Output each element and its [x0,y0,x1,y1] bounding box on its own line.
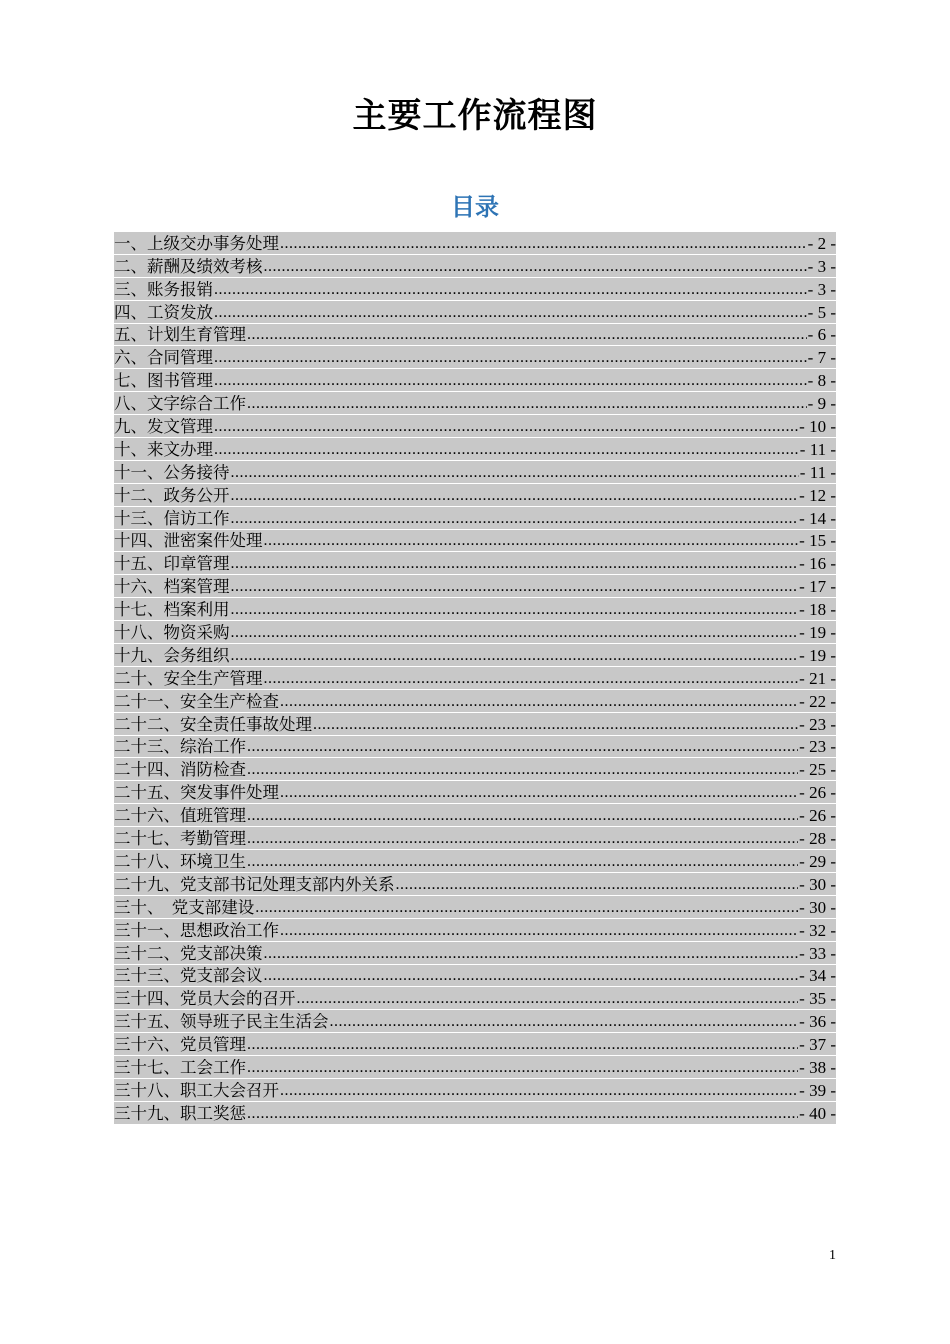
toc-entry-label: 五、计划生育管理 [114,325,246,345]
toc-entry-label: 二十、安全生产管理 [114,668,263,688]
toc-entry[interactable] [114,850,836,873]
toc-entry[interactable] [114,255,836,278]
toc-entry-page: - 38 - [799,1057,836,1077]
toc-leader-dots [231,577,799,597]
toc-leader-dots [214,440,799,460]
toc-entry[interactable] [114,621,836,644]
toc-entry-label: 十六、档案管理 [114,577,230,597]
toc-entry-label: 七、图书管理 [114,371,213,391]
toc-entry-label: 二十七、考勤管理 [114,829,246,849]
toc-leader-dots [264,257,807,277]
toc-leader-dots [214,417,798,437]
toc-entry-label: 三十六、党员管理 [114,1035,246,1055]
toc-entry-page: - 30 - [799,874,836,894]
toc-entry-label: 三十五、领导班子民主生活会 [114,1012,329,1032]
toc-leader-dots [214,303,807,323]
toc-leader-dots [214,371,807,391]
toc-entry-label: 九、发文管理 [114,417,213,437]
toc-entry-page: - 35 - [799,989,836,1009]
toc-leader-dots [313,715,798,735]
toc-leader-dots [247,852,798,872]
toc-entry-page: - 8 - [807,371,836,391]
toc-entry-label: 二十九、党支部书记处理支部内外关系 [114,874,395,894]
toc-entry[interactable] [114,301,836,324]
toc-entry-page: - 34 - [799,966,836,986]
toc-leader-dots [247,737,798,757]
toc-entry-page: - 15 - [799,531,836,551]
toc-leader-dots [280,1081,798,1101]
toc-entry-page: - 19 - [799,623,836,643]
toc-leader-dots [231,554,799,574]
toc-entry-label: 十二、政务公开 [114,485,230,505]
toc-entry-label: 十、来文办理 [114,439,213,459]
toc-entry-label: 三十七、工会工作 [114,1057,246,1077]
toc-entry[interactable] [114,644,836,667]
toc-entry-page: - 39 - [799,1080,836,1100]
toc-leader-dots [255,898,798,918]
toc-entry-label: 二十八、环境卫生 [114,851,246,871]
toc-entry-page: - 25 - [799,760,836,780]
toc-entry-label: 三十九、职工奖惩 [114,1103,246,1123]
toc-entry-page: - 11 - [799,462,836,482]
toc-entry-label: 十九、会务组织 [114,645,230,665]
toc-entry-page: - 3 - [807,279,836,299]
toc-leader-dots [280,692,798,712]
toc-entry-page: - 23 - [799,737,836,757]
toc-entry-page: - 22 - [799,691,836,711]
toc-leader-dots [330,1012,799,1032]
toc-entry-page: - 16 - [799,554,836,574]
toc-entry-label: 三十四、党员大会的召开 [114,989,296,1009]
toc-entry[interactable] [114,324,836,347]
toc-leader-dots [231,509,799,529]
toc-entry[interactable] [114,827,836,850]
toc-leader-dots [231,463,799,483]
toc-entry[interactable] [114,1033,836,1056]
toc-entry-label: 十七、档案利用 [114,600,230,620]
toc-entry[interactable] [114,232,836,255]
toc-leader-dots [280,921,798,941]
toc-entry-label: 三十二、党支部决策 [114,943,263,963]
toc-entry[interactable] [114,392,836,415]
toc-entry-label: 十五、印章管理 [114,554,230,574]
toc-entry[interactable] [114,1102,836,1125]
toc-entry-page: - 17 - [799,577,836,597]
toc-entry-label: 二、薪酬及绩效考核 [114,256,263,276]
toc-entry[interactable] [114,530,836,553]
toc-leader-dots [280,234,807,254]
toc-entry-label: 三十一、思想政治工作 [114,920,279,940]
toc-entry[interactable] [114,713,836,736]
toc-entry-page: - 37 - [799,1035,836,1055]
toc-entry-label: 十四、泄密案件处理 [114,531,263,551]
toc-entry-page: - 23 - [799,714,836,734]
toc-entry[interactable] [114,1079,836,1102]
toc-leader-dots [231,646,799,666]
toc-entry[interactable] [114,987,836,1010]
toc-entry-page: - 10 - [799,417,836,437]
toc-entry-page: - 14 - [799,508,836,528]
toc-leader-dots [231,486,799,506]
toc-entry[interactable] [114,1010,836,1033]
toc-entry[interactable] [114,598,836,621]
table-of-contents [114,232,836,1125]
toc-entry[interactable] [114,873,836,896]
toc-leader-dots [247,806,798,826]
toc-entry-page: - 9 - [807,394,836,414]
document-title: 主要工作流程图 [352,96,598,136]
toc-entry[interactable] [114,1056,836,1079]
toc-entry[interactable] [114,919,836,942]
toc-leader-dots [264,669,799,689]
toc-entry-page: - 21 - [799,668,836,688]
toc-entry[interactable] [114,369,836,392]
toc-leader-dots [264,966,799,986]
toc-entry-page: - 40 - [799,1103,836,1123]
toc-entry[interactable] [114,896,836,919]
toc-entry[interactable] [114,438,836,461]
toc-entry-label: 三、账务报销 [114,279,213,299]
toc-leader-dots [247,1104,798,1124]
toc-entry-label: 一、上级交办事务处理 [114,233,279,253]
toc-entry-label: 二十四、消防检查 [114,760,246,780]
toc-entry[interactable] [114,965,836,988]
toc-entry-page: - 30 - [799,897,836,917]
toc-entry-page: - 28 - [799,829,836,849]
toc-entry-page: - 36 - [799,1012,836,1032]
toc-entry-page: - 33 - [799,943,836,963]
toc-entry-label: 二十三、综治工作 [114,737,246,757]
toc-entry-page: - 2 - [807,233,836,253]
toc-entry-label: 八、文字综合工作 [114,394,246,414]
page-number: 1 [829,1248,836,1263]
toc-leader-dots [247,760,798,780]
toc-entry-label: 二十五、突发事件处理 [114,783,279,803]
toc-entry[interactable] [114,484,836,507]
toc-leader-dots [297,989,799,1009]
toc-entry[interactable] [114,552,836,575]
toc-entry-page: - 6 - [807,325,836,345]
toc-leader-dots [264,944,799,964]
toc-entry-label: 十三、信访工作 [114,508,230,528]
toc-entry-label: 二十二、安全责任事故处理 [114,714,312,734]
toc-entry-page: - 5 - [807,302,836,322]
toc-entry[interactable] [114,507,836,530]
toc-entry[interactable] [114,942,836,965]
toc-leader-dots [214,280,807,300]
toc-leader-dots [247,1035,798,1055]
toc-entry[interactable] [114,278,836,301]
toc-leader-dots [247,829,798,849]
toc-leader-dots [247,325,807,345]
toc-heading: 目录 [451,193,499,221]
toc-leader-dots [396,875,799,895]
toc-entry-page: - 26 - [799,806,836,826]
toc-entry-label: 三十、 党支部建设 [114,897,255,917]
toc-entry-page: - 3 - [807,256,836,276]
toc-entry[interactable] [114,690,836,713]
toc-entry-page: - 19 - [799,645,836,665]
toc-entry[interactable] [114,804,836,827]
toc-entry[interactable] [114,781,836,804]
toc-entry-page: - 11 - [799,439,836,459]
toc-entry[interactable] [114,415,836,438]
toc-leader-dots [280,783,798,803]
toc-entry-page: - 26 - [799,783,836,803]
toc-entry-page: - 32 - [799,920,836,940]
toc-entry[interactable] [114,461,836,484]
toc-entry[interactable] [114,736,836,759]
toc-entry-label: 六、合同管理 [114,348,213,368]
toc-entry-label: 十一、公务接待 [114,462,230,482]
toc-leader-dots [231,600,799,620]
toc-leader-dots [264,531,799,551]
toc-entry-label: 二十一、安全生产检查 [114,691,279,711]
toc-entry[interactable] [114,758,836,781]
toc-leader-dots [214,348,807,368]
toc-entry[interactable] [114,667,836,690]
toc-entry-label: 四、工资发放 [114,302,213,322]
toc-entry-label: 十八、物资采购 [114,623,230,643]
toc-entry-label: 三十三、党支部会议 [114,966,263,986]
toc-entry-page: - 29 - [799,851,836,871]
toc-entry-page: - 12 - [799,485,836,505]
toc-entry-page: - 18 - [799,600,836,620]
toc-entry-page: - 7 - [807,348,836,368]
toc-entry[interactable] [114,575,836,598]
toc-entry-label: 三十八、职工大会召开 [114,1080,279,1100]
toc-entry-label: 二十六、值班管理 [114,806,246,826]
toc-leader-dots [247,394,807,414]
toc-leader-dots [231,623,799,643]
toc-entry[interactable] [114,346,836,369]
toc-leader-dots [247,1058,798,1078]
